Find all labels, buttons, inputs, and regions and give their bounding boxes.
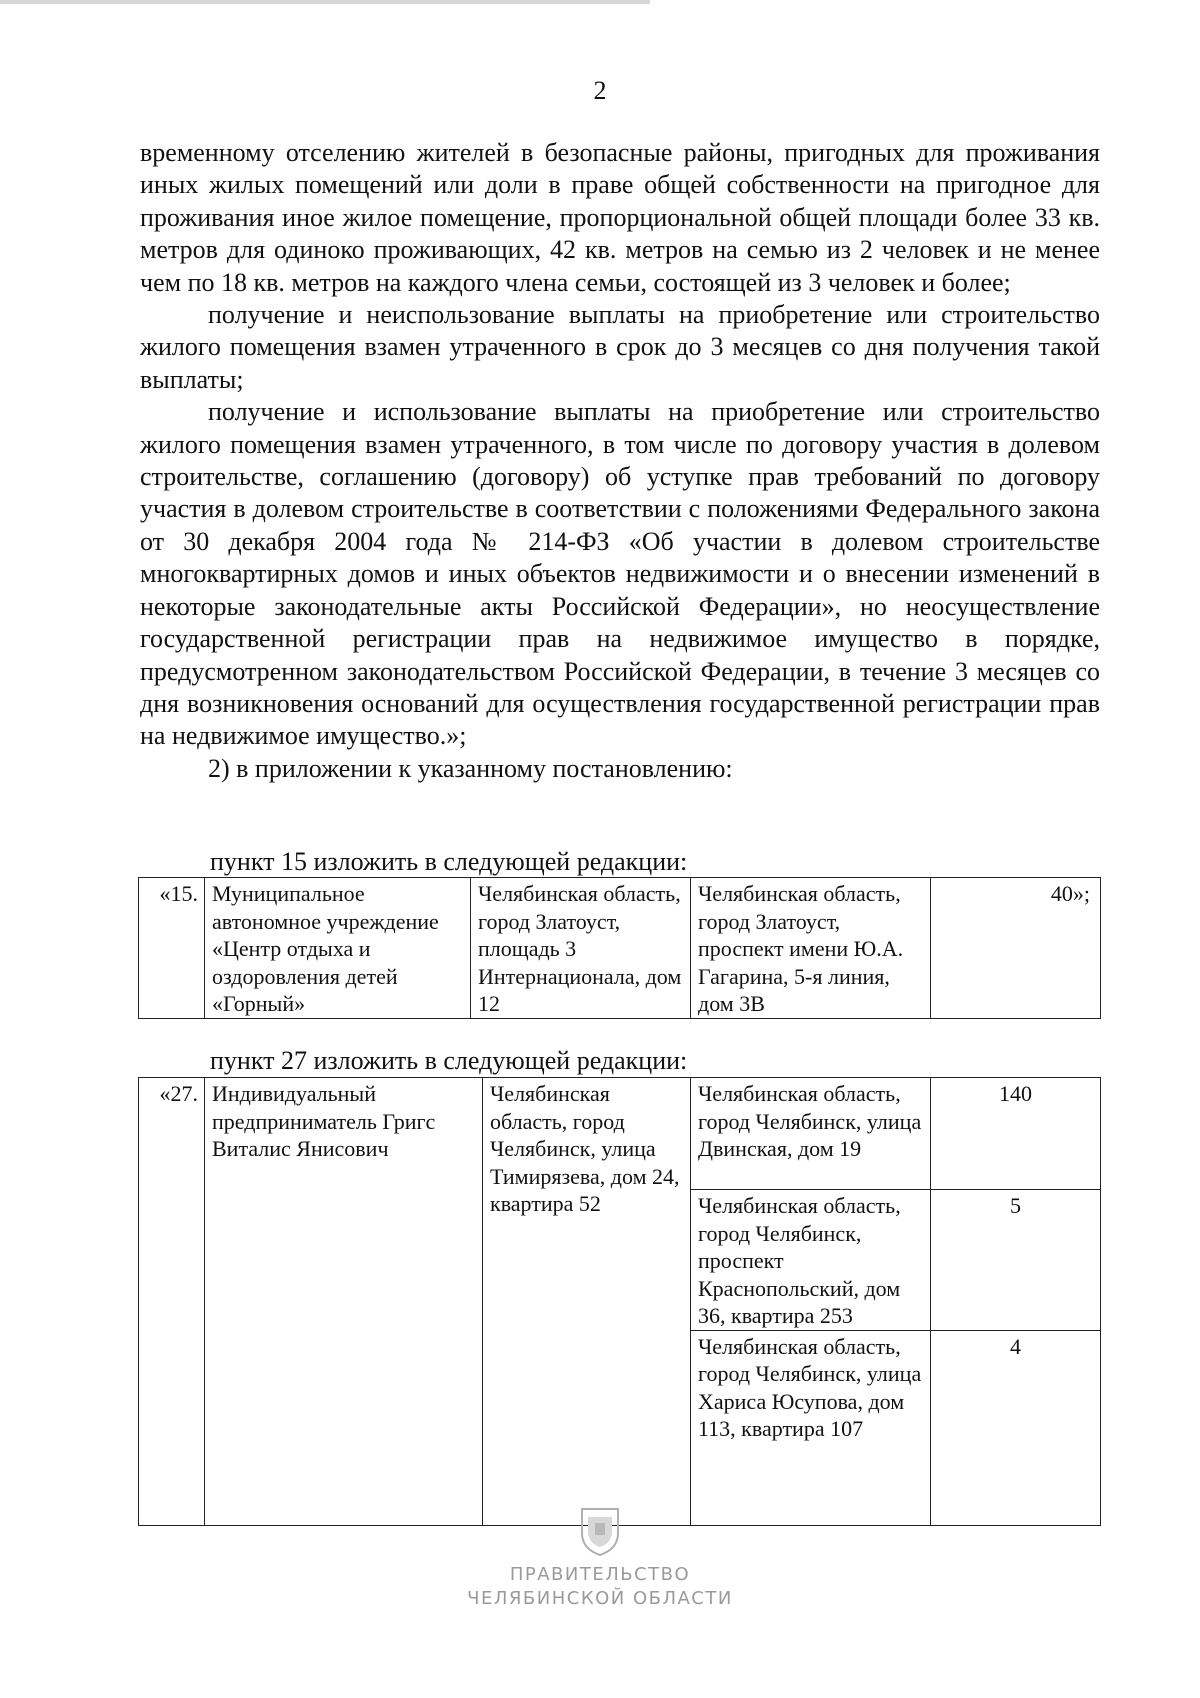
coat-of-arms-icon (578, 1505, 622, 1557)
organization-name: Муниципальное автономное учреждение «Центр отдыха и оздоровления детей «Горный» (205, 878, 471, 1019)
site-address: Челябинская область, город Челябинск, улица Двинская, дом 19 (691, 1078, 931, 1190)
table-row (139, 1078, 1101, 1190)
paragraph: получение и неиспользование выплаты на приобретение или строительство жилого помещения взамен утраченного в срок до 3 месяцев со дня получения такой выплаты; (140, 300, 1100, 394)
site-address: Челябинская область, город Златоуст, проспект имени Ю.А. Гагарина, 5-я линия, дом 3В (691, 878, 931, 1019)
site-address: Челябинская область, город Челябинск, улица Хариса Юсупова, дом 113, квартира 107 (691, 1330, 931, 1525)
area-value: 4 (931, 1330, 1101, 1525)
paragraph: временному отселению жителей в безопасные районы, пригодных для проживания иных жилых помещений или доли в праве общей собственности на пригодное для проживания иное жилое помещение, пропорциональной общей площади более 33 кв. метров для одиноко проживающих, 42 кв. метров на семью из 2 человек и не менее чем по 18 кв. метров на каждого члена семьи, состоящей из 3 человек и более; (140, 138, 1100, 297)
table-row (139, 878, 1101, 1019)
paragraph: 2) в приложении к указанному постановлению: (208, 753, 733, 783)
site-address: Челябинская область, город Челябинск, проспект Краснопольский, дом 36, квартира 253 (691, 1190, 931, 1331)
organization-name: Индивидуальный предприниматель Григс Виталис Янисович (205, 1078, 483, 1526)
item27-caption: пункт 27 изложить в следующей редакции: (210, 1046, 688, 1075)
area-value: 40»; (931, 878, 1101, 1019)
area-value: 140 (931, 1078, 1101, 1190)
item27-table (138, 1077, 1101, 1526)
body-text (140, 137, 1100, 785)
scan-edge-mark (0, 0, 650, 4)
page-number: 2 (593, 76, 607, 105)
item-number: «27. (139, 1078, 205, 1526)
stamp-line-1: ПРАВИТЕЛЬСТВО (509, 1564, 691, 1585)
stamp-line-2: ЧЕЛЯБИНСКОЙ ОБЛАСТИ (467, 1588, 733, 1609)
item15-caption: пункт 15 изложить в следующей редакции: (210, 847, 688, 876)
item15-table (138, 877, 1101, 1019)
area-value: 5 (931, 1190, 1101, 1331)
government-stamp (420, 1505, 780, 1611)
paragraph: получение и использование выплаты на приобретение или строительство жилого помещения взамен утраченного, в том числе по договору участия в долевом строительстве, соглашению (договору) об уступке прав требований по договору участия в долевом строительстве в соответствии с положениями Федерального закона от 30 декабря 2004 года № 214-ФЗ «Об участии в долевом строительстве многоквартирных домов и иных объектов недвижимости и о внесении изменений в некоторые законодательные акты Российской Федерации», но неосуществление государственной регистрации прав на недвижимое имущество в порядке, предусмотренном законодательством Российской Федерации, в течение 3 месяцев со дня возникновения оснований для осуществления государственной регистрации прав на недвижимое имущество.»; (140, 397, 1100, 751)
organization-address: Челябинская область, город Челябинск, улица Тимирязева, дом 24, квартира 52 (483, 1078, 691, 1526)
item-number: «15. (139, 878, 205, 1019)
organization-address: Челябинская область, город Златоуст, площадь 3 Интернационала, дом 12 (471, 878, 691, 1019)
